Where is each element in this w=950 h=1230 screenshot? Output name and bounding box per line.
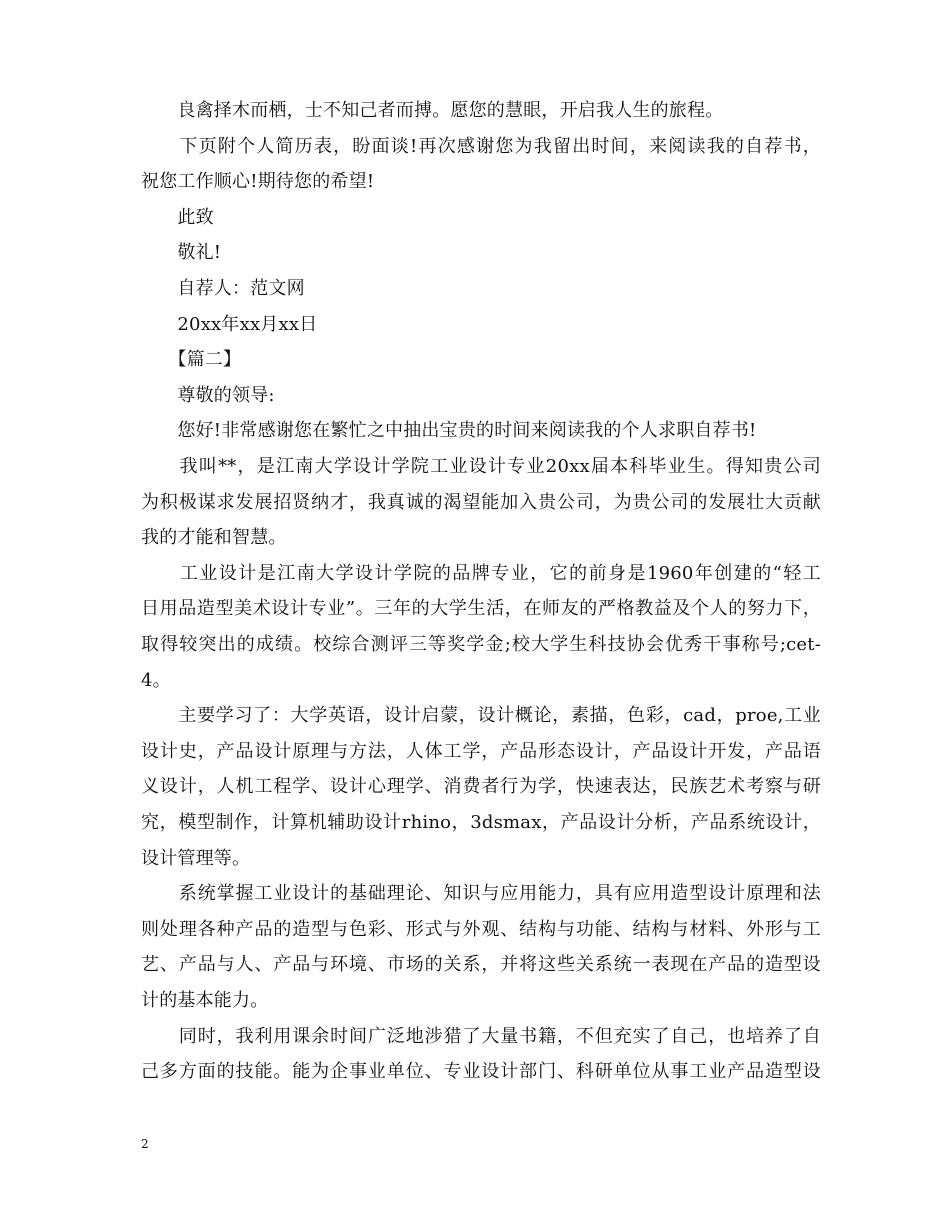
text-line: 己多方面的技能。能为企事业单位、专业设计部门、科研单位从事工业产品造型设 <box>141 1061 821 1083</box>
text-line: 您好!非常感谢您在繁忙之中抽出宝贵的时间来阅读我的个人求职自荐书! <box>141 420 757 442</box>
text-line: 此致 <box>141 206 214 228</box>
text-line: 艺、产品与人、产品与环境、市场的关系，并将这些关系统一表现在产品的造型设 <box>141 954 821 976</box>
text-line: 主要学习了：大学英语，设计启蒙，设计概论，素描，色彩，cad，proe,工业 <box>141 705 821 727</box>
text-line: 我的才能和智慧。 <box>141 527 287 549</box>
text-line: 系统掌握工业设计的基础理论、知识与应用能力，具有应用造型设计原理和法 <box>141 883 821 905</box>
text-line: 日用品造型美术设计专业”。三年的大学生活，在师友的严格教益及个人的努力下， <box>141 598 821 620</box>
text-line: 良禽择木而栖，士不知己者而搏。愿您的慧眼，开启我人生的旅程。 <box>141 100 724 121</box>
text-line: 【篇二】 <box>141 349 242 371</box>
text-line: 设计管理等。 <box>141 847 251 869</box>
text-line: 20xx年xx月xx日 <box>141 313 318 335</box>
text-line: 设计史，产品设计原理与方法，人体工学，产品形态设计，产品设计开发，产品语 <box>141 740 821 762</box>
page-number: 2 <box>141 1137 149 1151</box>
text-line: 祝您工作顺心!期待您的希望! <box>141 171 375 193</box>
text-line: 4。 <box>141 669 171 691</box>
text-line: 下页附个人简历表，盼面谈!再次感谢您为我留出时间，来阅读我的自荐书， <box>141 135 821 157</box>
text-line: 工业设计是江南大学设计学院的品牌专业，它的前身是1960年创建的“轻工 <box>141 562 821 584</box>
text-line: 同时，我利用课余时间广泛地涉猎了大量书籍，不但充实了自己，也培养了自 <box>141 1025 821 1047</box>
text-line: 取得较突出的成绩。校综合测评三等奖学金;校大学生科技协会优秀干事称号;cet- <box>141 634 821 655</box>
text-line: 义设计，人机工程学、设计心理学、消费者行为学，快速表达，民族艺术考察与研 <box>141 776 821 798</box>
text-line: 敬礼! <box>141 242 222 264</box>
text-line: 我叫**，是江南大学设计学院工业设计专业20xx届本科毕业生。得知贵公司 <box>141 456 821 477</box>
text-line: 计的基本能力。 <box>141 990 269 1011</box>
text-line: 尊敬的领导: <box>141 384 275 406</box>
text-line: 自荐人：范文网 <box>141 278 305 299</box>
text-line: 则处理各种产品的造型与色彩、形式与外观、结构与功能、结构与材料、外形与工 <box>141 918 821 940</box>
text-line: 究，模型制作，计算机辅助设计rhino，3dsmax，产品设计分析，产品系统设计， <box>141 812 821 833</box>
text-line: 为积极谋求发展招贤纳才，我真诚的渴望能加入贵公司，为贵公司的发展壮大贡献 <box>141 491 821 513</box>
